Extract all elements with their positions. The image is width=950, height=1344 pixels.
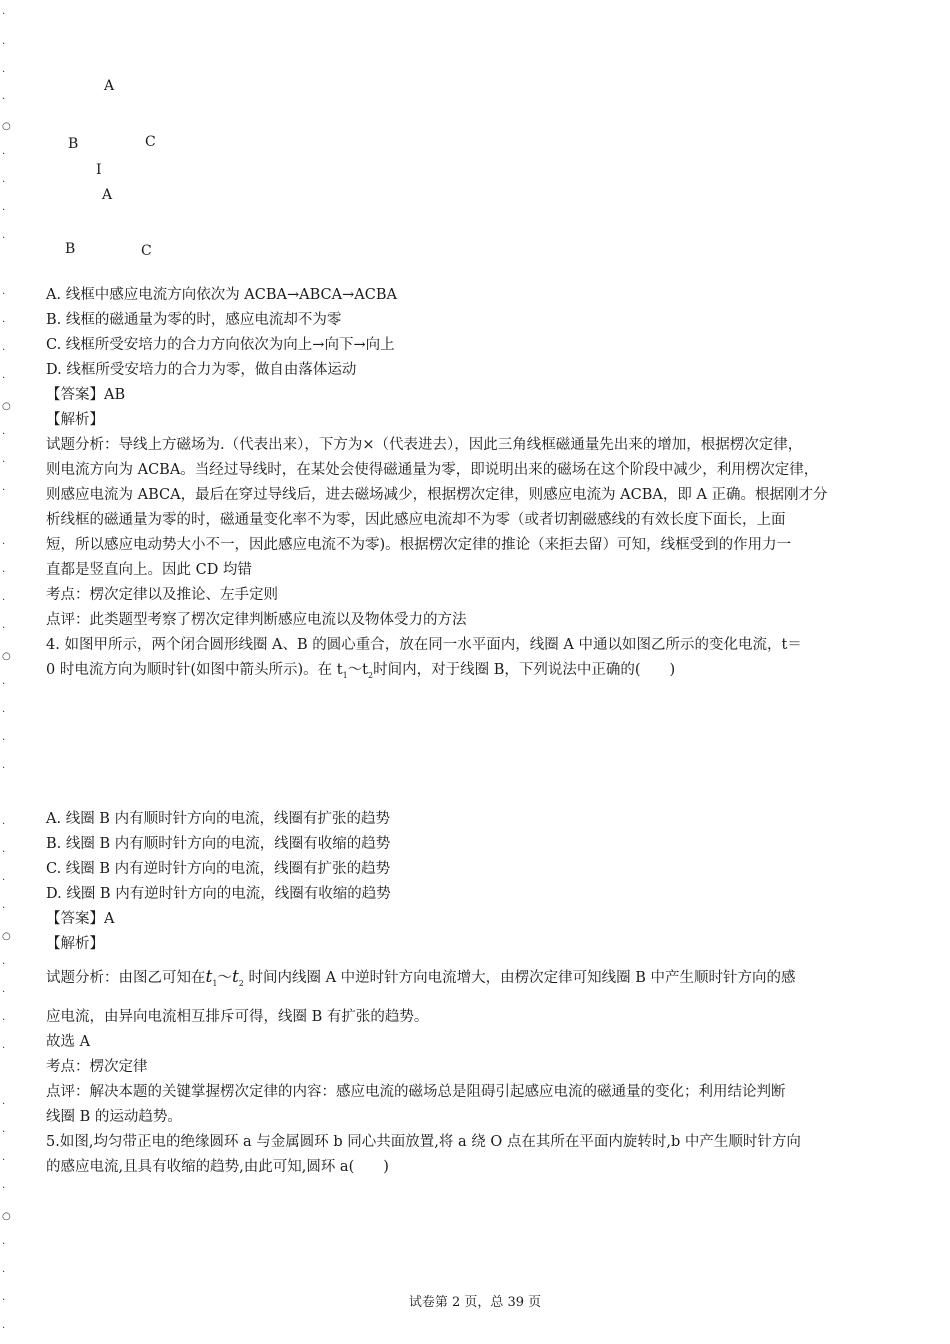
analysis-text: 时间内线圈 A 中逆时针方向电流增大，由楞次定律可知线圈 B 中产生顺时针方向的感 (243, 970, 796, 986)
binding-dot: · (2, 457, 6, 468)
subscript: 1 (212, 979, 218, 988)
binding-dot: · (2, 567, 6, 578)
binding-dot: · (2, 1183, 6, 1194)
binding-dot: · (2, 959, 6, 970)
analysis-line: 则电流方向为 ACBA。当经过导线时，在某处会使得磁通量为零，即说明出来的磁场在这个阶段中减少，利用楞次定律， (46, 462, 819, 478)
analysis-line: 直都是竖直向上。因此 CD 均错 (46, 562, 252, 578)
binding-dot: · (2, 735, 6, 746)
question-stem (46, 661, 916, 685)
binding-dot: · (2, 1155, 6, 1166)
binding-dot: · (2, 233, 6, 244)
option-c: C. 线框所受安培力的合力方向依次为向上→向下→向上 (46, 337, 395, 353)
binding-dot: · (2, 177, 6, 188)
binding-dot: · (2, 875, 6, 886)
binding-dot: · (2, 819, 6, 830)
binding-dot: · (2, 1323, 6, 1334)
binding-dot: · (2, 847, 6, 858)
analysis-title: 【解析】 (46, 412, 104, 428)
binding-dot: · (2, 345, 6, 356)
binding-dot: · (2, 623, 6, 634)
option-a: A. 线圈 B 内有顺时针方向的电流，线圈有扩张的趋势 (46, 811, 391, 827)
dianping: 线圈 B 的运动趋势。 (46, 1109, 182, 1125)
binding-dot: · (2, 149, 6, 160)
analysis-line: 则感应电流为 ABCA，最后在穿过导线后，进去磁场减少，根据楞次定律，则感应电流为 ACBA，即 A 正确。根据刚才分 (46, 487, 828, 503)
analysis-line: 试题分析：导线上方磁场为.（代表出来），下方为×（代表进去），因此三角线框磁通量先出来的增加，根据楞次定律， (46, 437, 803, 453)
subscript: 2 (368, 671, 374, 680)
conclusion: 故选 A (46, 1034, 91, 1050)
option-d: D. 线框所受安培力的合力为零，做自由落体运动 (46, 362, 357, 378)
figure-vertex-label: B (68, 136, 79, 152)
math-symbol: t (231, 967, 239, 987)
binding-circle: ○ (2, 651, 11, 662)
dianping: 点评：此类题型考察了楞次定律判断感应电流以及物体受力的方法 (46, 612, 467, 628)
analysis-text: 试题分析：由图乙可知在 (46, 970, 206, 986)
binding-dot: · (2, 1239, 6, 1250)
answer: 【答案】AB (46, 387, 126, 403)
binding-dot: · (2, 1015, 6, 1026)
kaodian: 考点：楞次定律 (46, 1059, 148, 1075)
binding-circle: ○ (2, 121, 11, 132)
binding-dot: · (2, 373, 6, 384)
binding-circle: ○ (2, 401, 11, 412)
binding-dot: · (2, 1267, 6, 1278)
subscript: 2 (238, 979, 244, 988)
binding-dot: · (2, 39, 6, 50)
binding-dot: · (2, 289, 6, 300)
stem-text: ～t (347, 662, 369, 678)
option-a: A. 线框中感应电流方向依次为 ACBA→ABCA→ACBA (46, 287, 397, 303)
question-stem: 的感应电流,且具有收缩的趋势,由此可知,圆环 a( ) (46, 1159, 389, 1175)
math-symbol: t (205, 967, 213, 987)
binding-dot: · (2, 539, 6, 550)
figure-vertex-label: C (145, 134, 156, 150)
question-stem: 5.如图,均匀带正电的绝缘圆环 a 与金属圆环 b 同心共面放置,将 a 绕 O 点在其所在平面内旋转时,b 中产生顺时针方向 (46, 1134, 801, 1150)
binding-dot: · (2, 94, 6, 105)
figure-vertex-label: B (65, 241, 76, 257)
binding-dot: · (2, 1295, 6, 1306)
option-c: C. 线圈 B 内有逆时针方向的电流，线圈有扩张的趋势 (46, 861, 391, 877)
binding-circle: ○ (2, 1211, 11, 1222)
analysis-line: 应电流，由异向电流相互排斥可得，线圈 B 有扩张的趋势。 (46, 1009, 429, 1025)
binding-dot: · (2, 429, 6, 440)
figure-vertex-label: A (102, 187, 113, 203)
subscript: 1 (342, 671, 348, 680)
binding-dot: · (2, 903, 6, 914)
binding-dot: · (2, 1099, 6, 1110)
page-footer: 试卷第 2 页，总 39 页 (408, 1295, 542, 1310)
analysis-line (46, 968, 916, 993)
stem-text: 0 时电流方向为顺时针(如图中箭头所示)。在 t (46, 662, 343, 678)
stem-text: 时间内，对于线圈 B，下列说法中正确的( ) (373, 662, 676, 678)
analysis-title: 【解析】 (46, 936, 104, 952)
binding-dot: · (2, 707, 6, 718)
binding-margin (0, 0, 10, 1344)
analysis-line: 析线框的磁通量为零的时，磁通量变化率不为零，因此感应电流却不为零（或者切割磁感线的有效长度下面长，上面 (46, 512, 786, 528)
figure-current-label: I (96, 162, 102, 178)
option-d: D. 线圈 B 内有逆时针方向的电流，线圈有收缩的趋势 (46, 886, 391, 902)
binding-dot: · (2, 987, 6, 998)
binding-dot: · (2, 679, 6, 690)
binding-dot: · (2, 9, 6, 20)
binding-dot: · (2, 485, 6, 496)
binding-dot: · (2, 317, 6, 328)
figure-vertex-label: C (141, 243, 152, 259)
binding-circle: ○ (2, 931, 11, 942)
analysis-text: ～ (217, 970, 232, 986)
binding-dot: · (2, 595, 6, 606)
kaodian: 考点：楞次定律以及推论、左手定则 (46, 587, 278, 603)
binding-dot: · (2, 205, 6, 216)
option-b: B. 线框的磁通量为零的时，感应电流却不为零 (46, 312, 342, 328)
binding-dot: · (2, 1043, 6, 1054)
binding-dot: · (2, 67, 6, 78)
dianping: 点评：解决本题的关键掌握楞次定律的内容：感应电流的磁场总是阻碍引起感应电流的磁通量的变化；利用结论判断 (46, 1084, 786, 1100)
binding-dot: · (2, 1127, 6, 1138)
question-stem: 4. 如图甲所示，两个闭合圆形线圈 A、B 的圆心重合，放在同一水平面内，线圈 A 中通以如图乙所示的变化电流，t＝ (46, 637, 802, 653)
answer: 【答案】A (46, 911, 115, 927)
figure-vertex-label: A (104, 78, 115, 94)
binding-dot: · (2, 763, 6, 774)
option-b: B. 线圈 B 内有顺时针方向的电流，线圈有收缩的趋势 (46, 836, 391, 852)
analysis-line: 短，所以感应电动势大小不一，因此感应电流不为零)。根据楞次定律的推论（来拒去留）可知，线框受到的作用力一 (46, 537, 792, 553)
